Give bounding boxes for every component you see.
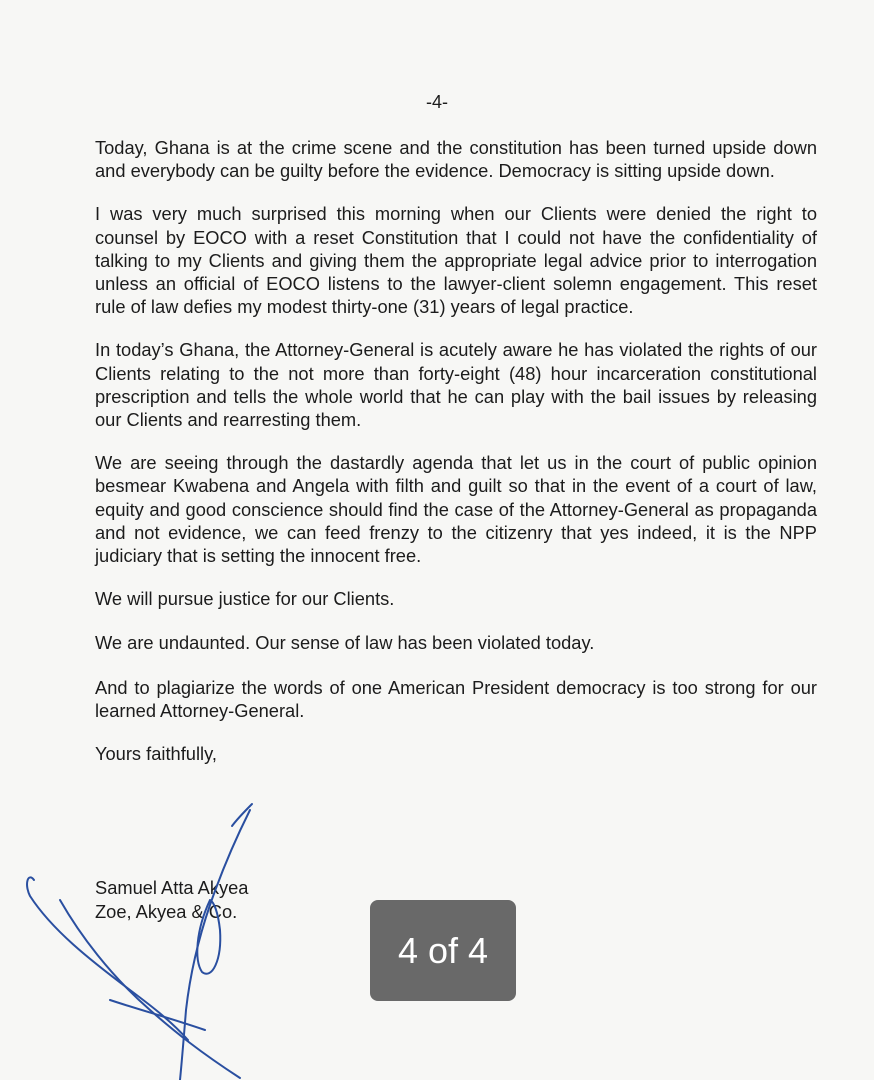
paragraph-dastardly-agenda: We are seeing through the dastardly agenda that let us in the court of public opinion besmear Kwabena and Angela with filth and guilt so that in the event of a court of law, equity and good conscience should find the case of the Attorney-General as propaganda and not evidence, we can feed frenzy to the citizenry that yes indeed, it is the NPP judiciary that is setting the innocent free.	[95, 452, 817, 567]
paragraph-plagiarize: And to plagiarize the words of one American President democracy is too strong for our learned Attorney-General.	[95, 676, 817, 721]
closing-salutation: Yours faithfully,	[95, 743, 217, 765]
signature-block	[95, 876, 248, 924]
paragraph-crime-scene: Today, Ghana is at the crime scene and the constitution has been turned upside down and everybody can be guilty before the evidence. Democracy is sitting upside down.	[95, 137, 817, 182]
signature-cross	[110, 1000, 205, 1030]
paragraph-attorney-general: In today’s Ghana, the Attorney-General is acutely aware he has violated the rights of our Clients relating to the not more than forty-eight (48) hour incarceration constitutional prescription and tells the whole world that he can play with the bail issues by releasing our Clients and rearresting them.	[95, 339, 817, 431]
paragraph-right-to-counsel: I was very much surprised this morning when our Clients were denied the right to counsel by EOCO with a reset Constitution that I could not have the confidentiality of talking to my Clients and giving them the appropriate legal advice prior to interrogation unless an official of EOCO listens to the lawyer-client solemn engagement. This reset rule of law defies my modest thirty-one (31) years of legal practice.	[95, 203, 817, 318]
paragraph-pursue-justice: We will pursue justice for our Clients.	[95, 588, 395, 610]
paragraph-undaunted: We are undaunted. Our sense of law has been violated today.	[95, 632, 595, 654]
signature-flick	[232, 804, 252, 826]
page-number: -4-	[426, 92, 448, 112]
law-firm-name: Zoe, Akyea & Co.	[95, 901, 238, 922]
signature-stroke-diagonal	[60, 900, 240, 1078]
signatory-name: Samuel Atta Akyea	[95, 877, 249, 898]
letter-body	[95, 136, 817, 765]
signature-stroke-vertical	[180, 810, 250, 1080]
page-indicator-badge: 4 of 4	[370, 900, 516, 1001]
